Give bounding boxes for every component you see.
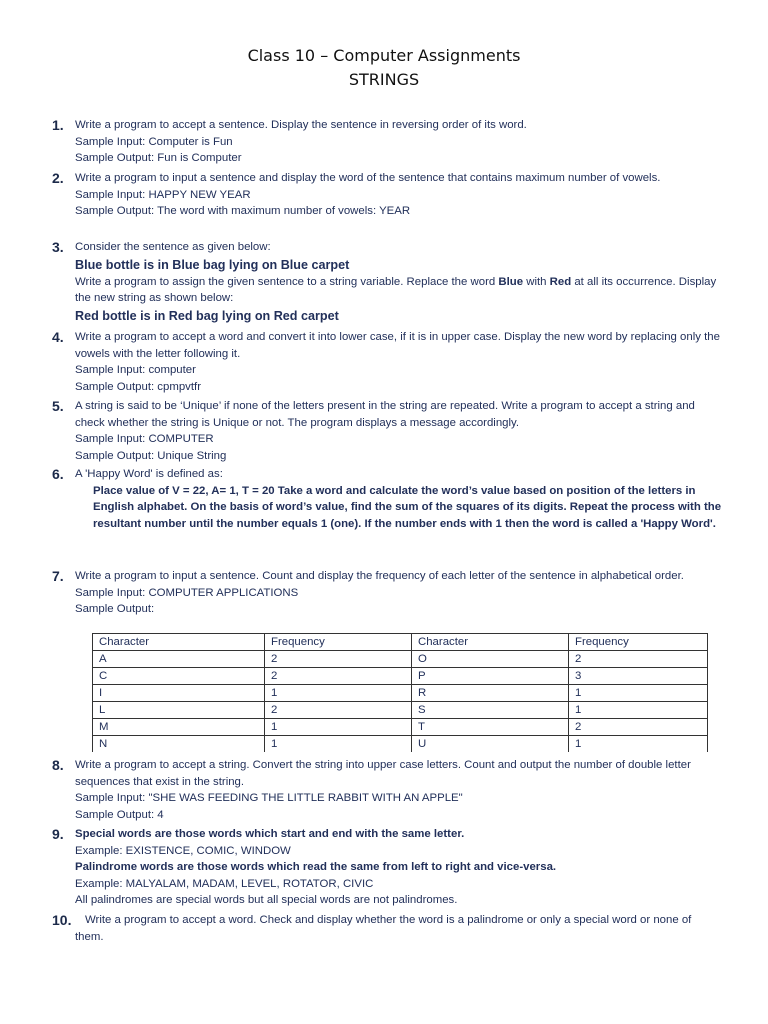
question-number: 1. <box>52 117 64 133</box>
table-cell: 1 <box>569 702 708 719</box>
question-text: Write a program to accept a word and convert it into lower case, if it is in upper case. Display the new word by replacing only the vowels with the letter following it. <box>75 331 720 360</box>
sample-input: Sample Input: COMPUTER <box>75 433 214 445</box>
table-cell: A <box>93 651 265 668</box>
sample-output: Sample Output: <box>75 603 155 615</box>
sample-input: Sample Input: "SHE WAS FEEDING THE LITTLE RABBIT WITH AN APPLE" <box>75 792 463 804</box>
page-subtitle: STRINGS <box>348 70 420 89</box>
question-9 <box>52 826 722 909</box>
question-number: 10. <box>52 912 72 928</box>
result-sentence: Red bottle is in Red bag lying on Red carpet <box>75 308 339 323</box>
question-number: 4. <box>52 329 64 345</box>
question-number: 7. <box>52 568 64 584</box>
table-cell: 2 <box>265 668 412 685</box>
question-text: Special words are those words which start and end with the same letter. <box>75 828 465 840</box>
sample-output: Sample Output: Unique String <box>75 449 227 462</box>
question-text: Write a program to accept a sentence. Display the sentence in reversing order of its word. <box>75 119 527 131</box>
table-cell: O <box>412 651 569 668</box>
table-row <box>93 702 708 719</box>
question-8 <box>52 757 722 823</box>
table-header-cell: Character <box>412 634 569 651</box>
table-cell: N <box>93 736 265 753</box>
table-cell: T <box>412 719 569 736</box>
example-special: Example: EXISTENCE, COMIC, WINDOW <box>75 844 291 857</box>
palindrome-definition: Palindrome words are those words which read the same from left to right and vice-versa. <box>75 861 557 873</box>
question-number: 5. <box>52 398 64 414</box>
question-2 <box>52 170 722 220</box>
table-header-cell: Character <box>93 634 265 651</box>
sample-output: Sample Output: 4 <box>75 808 164 821</box>
question-text: Write a program to input a sentence and display the word of the sentence that contains maximum number of vowels. <box>75 172 661 184</box>
question-number: 3. <box>52 239 64 255</box>
question-number: 2. <box>52 170 64 186</box>
table-cell: 1 <box>265 685 412 702</box>
question-5 <box>52 398 722 464</box>
table-row <box>93 668 708 685</box>
table-cell: S <box>412 702 569 719</box>
sample-output: Sample Output: Fun is Computer <box>75 152 242 164</box>
question-instruction: Write a program to assign the given sentence to a string variable. Replace the word Blue with Red at all its occurrence. Display the new string as shown below: <box>75 275 717 304</box>
sample-output: Sample Output: The word with maximum number of vowels: YEAR <box>75 205 411 217</box>
table-cell: I <box>93 685 265 702</box>
table-cell: 1 <box>569 736 708 753</box>
table-header-cell: Frequency <box>569 634 708 651</box>
given-sentence: Blue bottle is in Blue bag lying on Blue carpet <box>75 257 350 272</box>
table-cell: 2 <box>265 702 412 719</box>
question-7 <box>52 568 722 618</box>
sample-input: Sample Input: COMPUTER APPLICATIONS <box>75 586 299 599</box>
question-6 <box>52 466 722 532</box>
question-text: A 'Happy Word' is defined as: <box>75 468 223 480</box>
sample-input: Sample Input: Computer is Fun <box>75 135 233 148</box>
question-text: A string is said to be ‘Unique’ if none of the letters present in the string are repeated. Write a program to accept a string and check whether the string is Unique or not. The program displays a message accordingly. <box>75 400 695 429</box>
table-cell: 1 <box>265 736 412 753</box>
table-cell: C <box>93 668 265 685</box>
example-palindrome: Example: MALYALAM, MADAM, LEVEL, ROTATOR, CIVIC <box>75 877 374 890</box>
question-text: Consider the sentence as given below: <box>75 241 271 253</box>
palindrome-note: All palindromes are special words but all special words are not palindromes. <box>75 894 458 906</box>
question-1 <box>52 117 722 167</box>
table-row <box>93 736 708 753</box>
table-cell: 1 <box>265 719 412 736</box>
table-header-row <box>93 634 708 651</box>
table-cell: P <box>412 668 569 685</box>
table-cell: 3 <box>569 668 708 685</box>
table-cell: 1 <box>569 685 708 702</box>
table-cell: 2 <box>265 651 412 668</box>
table-cell: L <box>93 702 265 719</box>
sample-input: Sample Input: computer <box>75 364 196 376</box>
sample-input: Sample Input: HAPPY NEW YEAR <box>75 188 251 201</box>
page-title: Class 10 – Computer Assignments <box>247 46 521 65</box>
question-number: 8. <box>52 757 64 773</box>
question-number: 6. <box>52 466 64 482</box>
table-cell: M <box>93 719 265 736</box>
table-cell: R <box>412 685 569 702</box>
question-number: 9. <box>52 826 64 842</box>
table-row <box>93 719 708 736</box>
question-3 <box>52 239 722 325</box>
sample-output: Sample Output: cpmpvtfr <box>75 380 201 393</box>
table-header-cell: Frequency <box>265 634 412 651</box>
frequency-table <box>92 633 708 752</box>
table-cell: U <box>412 736 569 753</box>
question-10 <box>52 912 722 945</box>
question-text: Write a program to accept a string. Convert the string into upper case letters. Count and output the number of double letter sequences that exist in the string. <box>75 759 691 788</box>
question-text: Write a program to accept a word. Check and display whether the word is a palindrome or only a special word or none of them. <box>75 914 692 943</box>
question-4 <box>52 329 722 395</box>
table-row <box>93 685 708 702</box>
happy-word-definition: Place value of V = 22, A= 1, T = 20 Take a word and calculate the word’s value based on position of the letters in English alphabet. On the basis of word’s value, find the sum of the squares of its digits. Repeat the process with the resultant number until the number equals 1 (one). If the number ends with 1 then the word is called a 'Happy Word'. <box>93 484 722 530</box>
table-row <box>93 651 708 668</box>
table-cell: 2 <box>569 651 708 668</box>
table-cell: 2 <box>569 719 708 736</box>
question-text: Write a program to input a sentence. Count and display the frequency of each letter of the sentence in alphabetical order. <box>75 570 684 582</box>
